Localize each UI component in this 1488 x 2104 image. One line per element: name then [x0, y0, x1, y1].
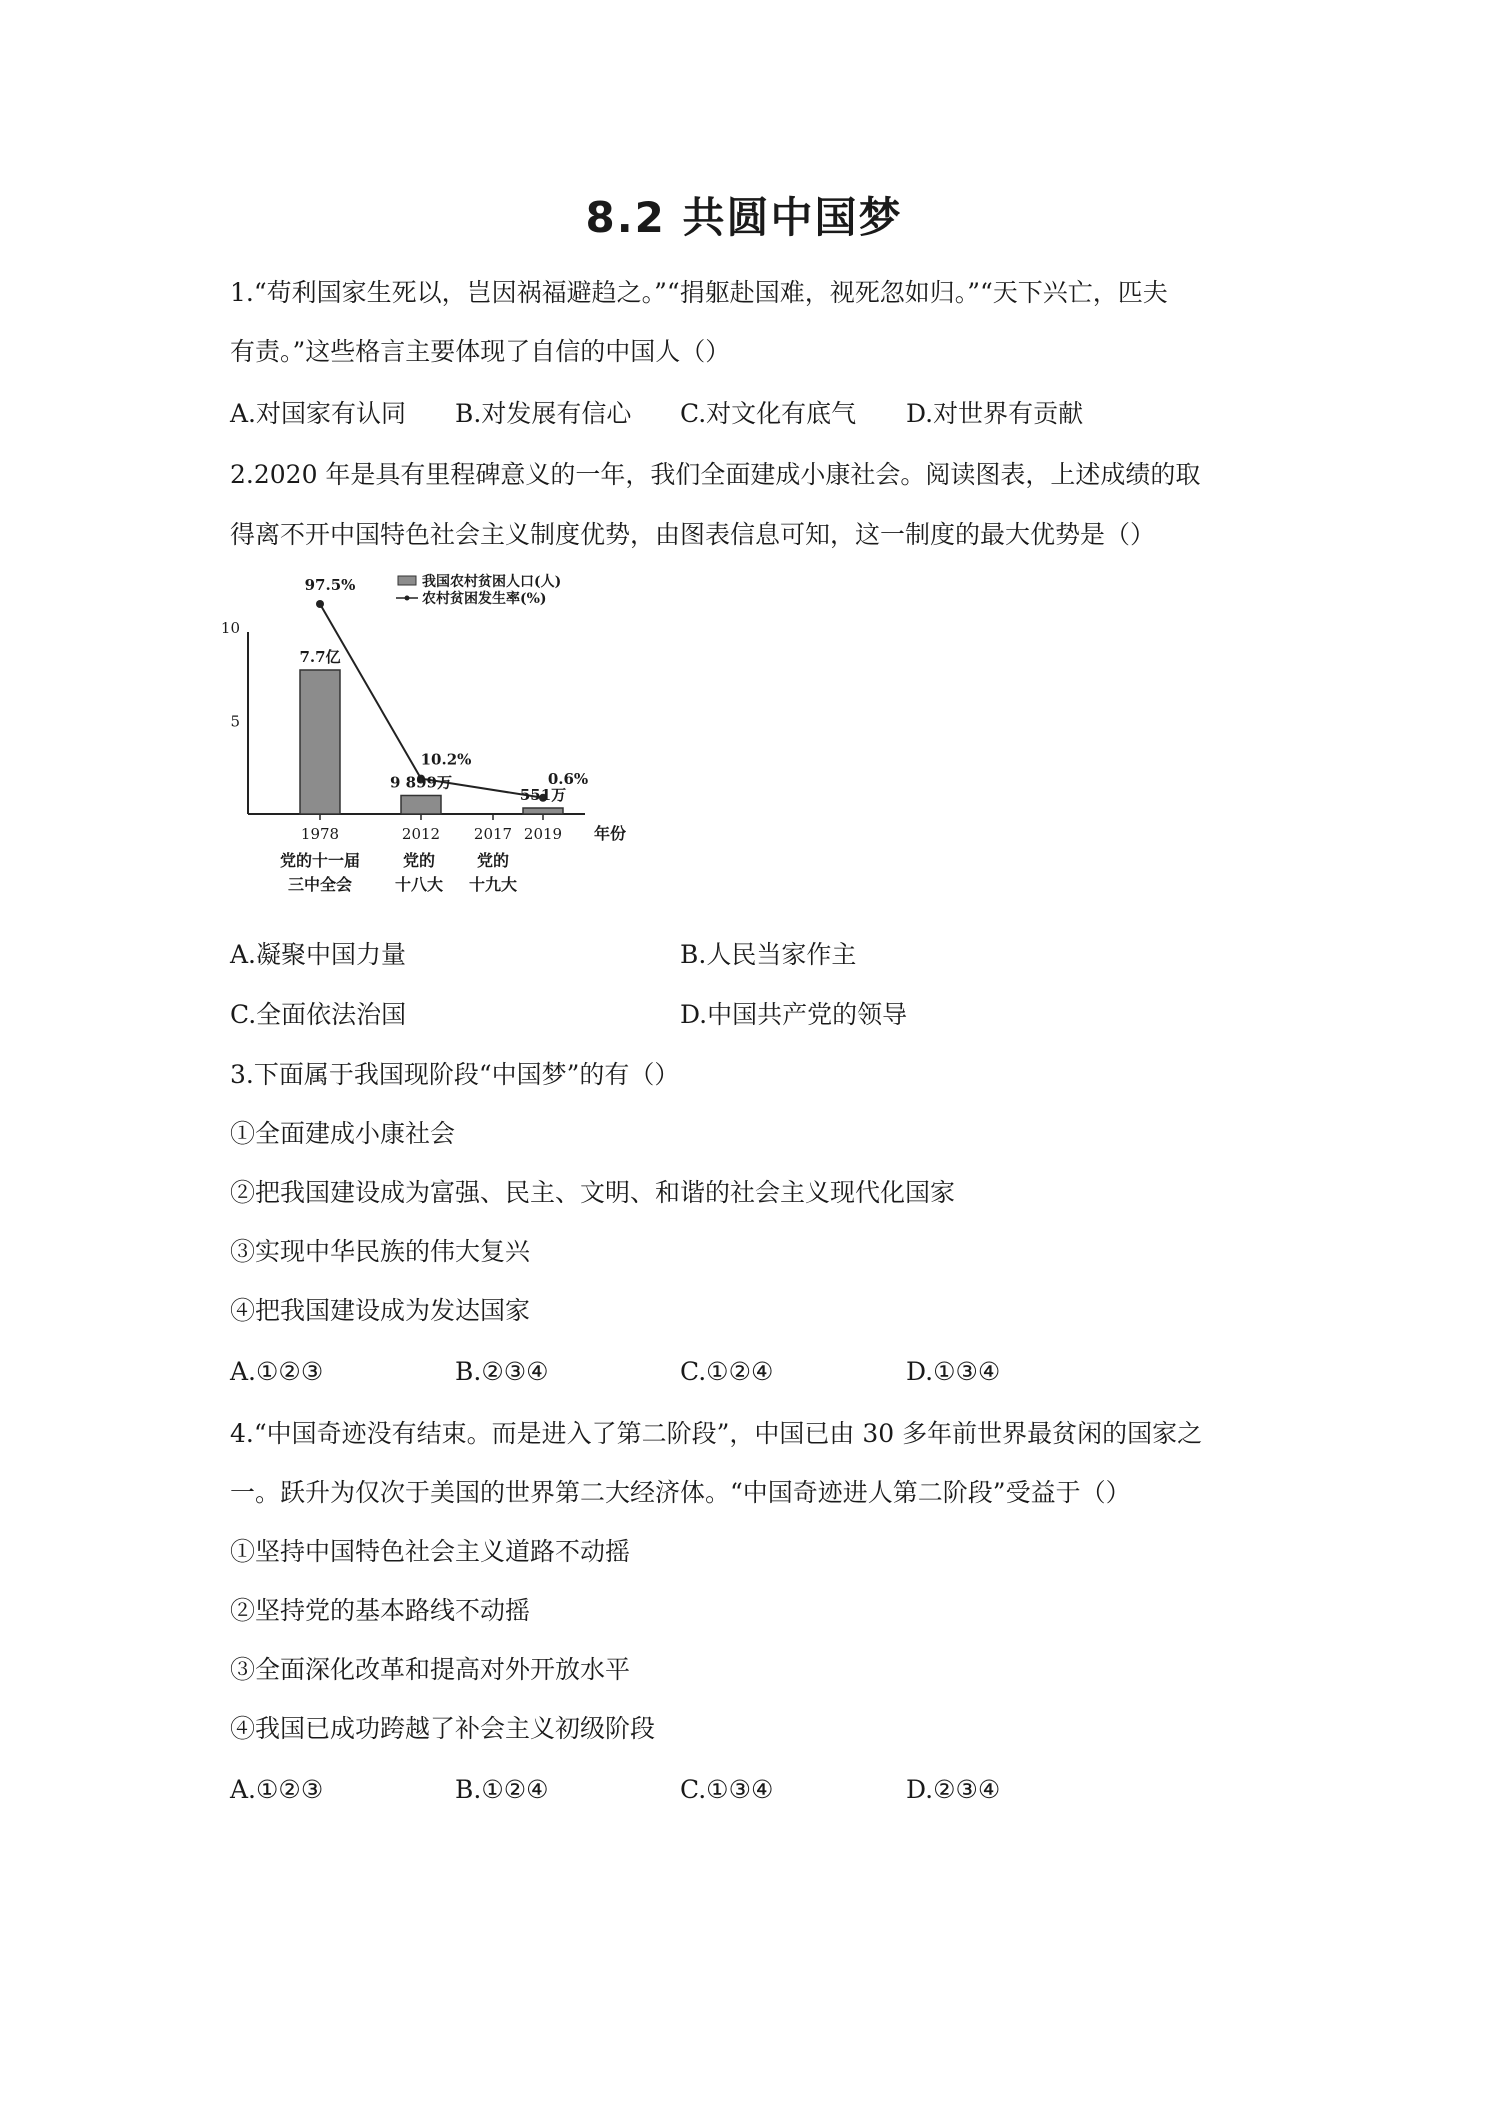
question-2-option-a[interactable]: A.凝聚中国力量: [230, 940, 407, 969]
rate-label-2012: 10.2%: [420, 750, 472, 769]
question-2-option-c[interactable]: C.全面依法治国: [230, 1000, 407, 1029]
question-1-option-a[interactable]: A.对国家有认同: [230, 399, 407, 428]
chart-labels: [299, 576, 588, 804]
question-4-option-c[interactable]: C.①③④: [680, 1775, 774, 1804]
question-3-line-1: 3.下面属于我国现阶段“中国梦”的有（）: [230, 1060, 680, 1089]
bar-label-2019: 551万: [519, 786, 567, 804]
question-4-item-4: ④我国已成功跨越了补会主义初级阶段: [230, 1714, 656, 1743]
question-1-line-1: 1.“苟利国家生死以，岂因祸福避趋之。”“捐躯赴国难，视死忽如归。”“天下兴亡，匹夫: [230, 278, 1168, 307]
bar-label-2012: 9 899万: [390, 773, 452, 792]
x-axis-unit: 年份: [593, 824, 627, 843]
poverty-chart: [220, 572, 660, 912]
question-4-item-2: ②坚持党的基本路线不动摇: [230, 1596, 531, 1625]
chart-legend: [396, 573, 561, 607]
chart-rate-line: [316, 600, 547, 802]
question-3-item-1: ①全面建成小康社会: [230, 1119, 456, 1148]
event-label-2012-1: 十八大: [394, 875, 444, 894]
question-3-item-2: ②把我国建设成为富强、民主、文明、和谐的社会主义现代化国家: [230, 1178, 956, 1207]
question-3-item-3: ③实现中华民族的伟大复兴: [230, 1237, 531, 1266]
question-3-option-b[interactable]: B.②③④: [455, 1357, 549, 1386]
question-3-option-c[interactable]: C.①②④: [680, 1357, 774, 1386]
x-tick-label-1978: 1978: [300, 825, 340, 843]
event-label-1978-0: 党的十一届: [279, 851, 361, 870]
bar-1978: [300, 670, 340, 814]
legend-line-marker: [405, 596, 410, 601]
rate-line: [320, 604, 543, 798]
y-tick-label-5: 5: [230, 712, 240, 731]
bar-2012: [401, 795, 441, 814]
event-label-2017-0: 党的: [476, 851, 510, 870]
question-1-option-c[interactable]: C.对文化有底气: [680, 399, 857, 428]
question-3-option-a[interactable]: A.①②③: [230, 1357, 324, 1386]
bar-2019: [523, 808, 563, 814]
question-4-item-3: ③全面深化改革和提高对外开放水平: [230, 1655, 631, 1684]
x-tick-label-2017: 2017: [473, 825, 513, 843]
y-tick-label-10: 10: [220, 618, 240, 637]
event-label-2012-0: 党的: [402, 851, 436, 870]
question-2-line-2: 得离不开中国特色社会主义制度优势，由图表信息可知，这一制度的最大优势是（）: [230, 520, 1156, 549]
question-4-line-1: 4.“中国奇迹没有结束。而是进入了第二阶段”，中国已由 30 多年前世界最贫闲的国家之: [230, 1419, 1203, 1448]
bar-label-1978: 7.7亿: [299, 647, 341, 666]
question-4-item-1: ①坚持中国特色社会主义道路不动摇: [230, 1537, 631, 1566]
question-1-option-b[interactable]: B.对发展有信心: [455, 399, 632, 428]
rate-label-1978: 97.5%: [304, 576, 356, 594]
legend-line-label: 农村贫困发生率(%): [422, 591, 547, 607]
event-label-2017-1: 十九大: [468, 875, 518, 894]
question-2-option-b[interactable]: B.人民当家作主: [680, 940, 857, 969]
page-title: 8.2 共圆中国梦: [585, 193, 903, 242]
question-3-item-4: ④把我国建设成为发达国家: [230, 1296, 531, 1325]
rate-point-1978: [316, 600, 324, 608]
question-1-line-2: 有责。”这些格言主要体现了自信的中国人（）: [230, 337, 731, 366]
legend-bar-label: 我国农村贫困人口(人): [422, 574, 562, 590]
rate-label-2019: 0.6%: [547, 769, 589, 788]
question-4-option-a[interactable]: A.①②③: [230, 1775, 324, 1804]
x-tick-label-2012: 2012: [401, 825, 441, 843]
event-label-1978-1: 三中全会: [287, 875, 353, 894]
question-4-line-2: 一。跃升为仅次于美国的世界第二大经济体。“中国奇迹进人第二阶段”受益于（）: [230, 1478, 1131, 1507]
question-2-option-d[interactable]: D.中国共产党的领导: [680, 1000, 908, 1029]
legend-bar-swatch: [398, 576, 416, 585]
question-2-line-1: 2.2020 年是具有里程碑意义的一年，我们全面建成小康社会。阅读图表，上述成绩的取: [230, 460, 1201, 489]
question-3-option-d[interactable]: D.①③④: [906, 1357, 1001, 1386]
question-1-option-d[interactable]: D.对世界有贡献: [906, 399, 1084, 428]
question-4-option-b[interactable]: B.①②④: [455, 1775, 549, 1804]
question-4-option-d[interactable]: D.②③④: [906, 1775, 1001, 1804]
x-tick-label-2019: 2019: [523, 825, 563, 843]
